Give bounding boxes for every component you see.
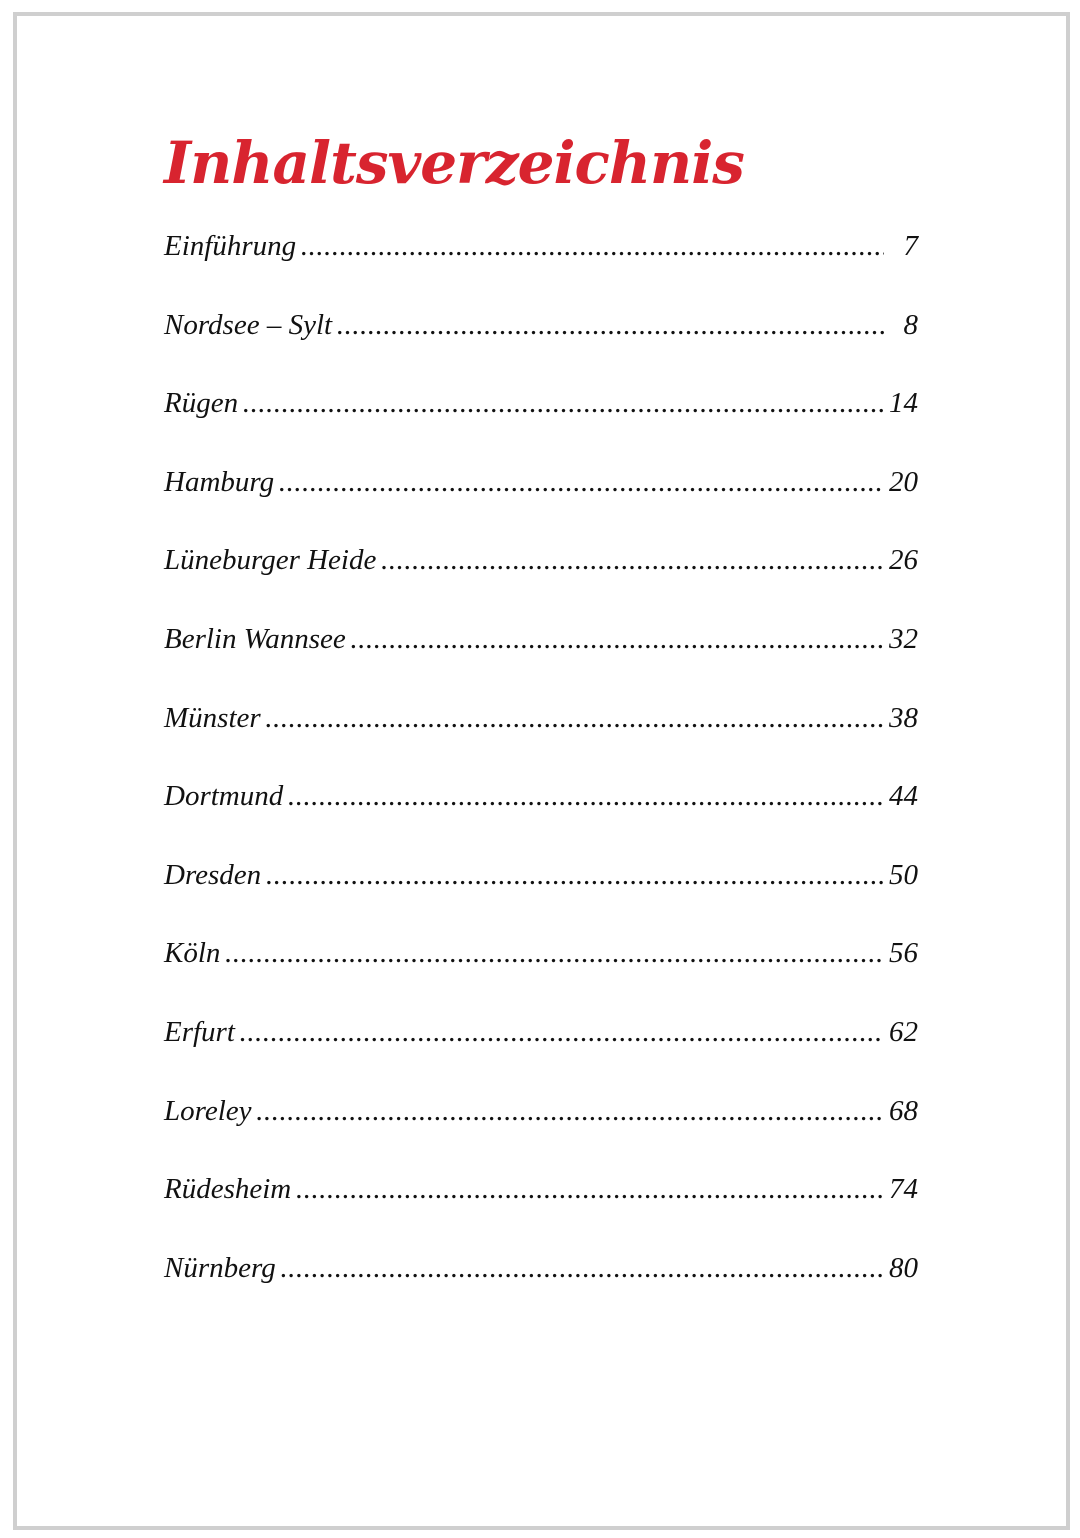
toc-entry-page: 50 — [889, 858, 918, 891]
toc-entry-label: Dresden — [164, 858, 262, 891]
toc-entry[interactable] — [164, 466, 918, 545]
toc-entry-label: Loreley — [164, 1094, 252, 1127]
toc-entry-page: 20 — [889, 465, 918, 498]
toc-entry[interactable] — [164, 309, 918, 388]
toc-entry[interactable] — [164, 230, 918, 309]
dot-leader — [278, 466, 883, 499]
toc-entry[interactable] — [164, 780, 918, 859]
toc-entry-page: 80 — [889, 1251, 918, 1284]
dot-leader — [280, 1252, 883, 1285]
toc-entry[interactable] — [164, 544, 918, 623]
dot-leader — [224, 937, 883, 970]
toc-entry-label: Dortmund — [164, 780, 284, 813]
toc-entry[interactable] — [164, 1095, 918, 1174]
toc-entry-page: 38 — [889, 701, 918, 734]
toc-entry[interactable] — [164, 1016, 918, 1095]
dot-leader — [350, 623, 883, 656]
toc-entry[interactable] — [164, 1252, 918, 1331]
toc-entry-page: 56 — [889, 937, 918, 970]
toc-entry-page: 62 — [889, 1015, 918, 1048]
dot-leader — [265, 859, 883, 892]
dot-leader — [380, 544, 883, 577]
dot-leader — [239, 1016, 883, 1049]
dot-leader — [287, 780, 883, 813]
toc-entry[interactable] — [164, 937, 918, 1016]
dot-leader — [256, 1095, 883, 1128]
toc-entry-page: 32 — [889, 622, 918, 655]
toc-entry[interactable] — [164, 702, 918, 781]
toc-entry-page: 8 — [903, 308, 918, 341]
toc-list — [164, 230, 918, 1330]
dot-leader — [300, 230, 884, 263]
toc-entry[interactable] — [164, 623, 918, 702]
toc-entry[interactable] — [164, 1173, 918, 1252]
toc-entry-page: 7 — [903, 230, 918, 262]
toc-entry-label: Nürnberg — [164, 1251, 276, 1284]
dot-leader — [336, 309, 884, 342]
toc-entry[interactable] — [164, 859, 918, 938]
toc-entry[interactable] — [164, 387, 918, 466]
toc-entry-label: Erfurt — [164, 1015, 235, 1048]
toc-entry-label: Einführung — [164, 230, 297, 262]
toc-entry-label: Berlin Wannsee — [164, 622, 346, 655]
toc-entry-page: 44 — [889, 780, 918, 813]
dot-leader — [242, 387, 883, 420]
toc-entry-label: Köln — [164, 937, 221, 970]
toc-entry-page: 68 — [889, 1094, 918, 1127]
toc-entry-label: Rüdesheim — [164, 1173, 292, 1206]
toc-entry-page: 74 — [889, 1173, 918, 1206]
toc-entry-label: Lüneburger Heide — [164, 544, 377, 577]
toc-entry-label: Rügen — [164, 387, 239, 420]
toc-entry-page: 26 — [889, 544, 918, 577]
page-title: Inhaltsverzeichnis — [164, 129, 744, 197]
dot-leader — [295, 1173, 883, 1206]
toc-entry-page: 14 — [889, 387, 918, 420]
toc-entry-label: Nordsee – Sylt — [164, 308, 333, 341]
toc-entry-label: Münster — [164, 701, 261, 734]
dot-leader — [265, 702, 883, 735]
toc-entry-label: Hamburg — [164, 465, 275, 498]
